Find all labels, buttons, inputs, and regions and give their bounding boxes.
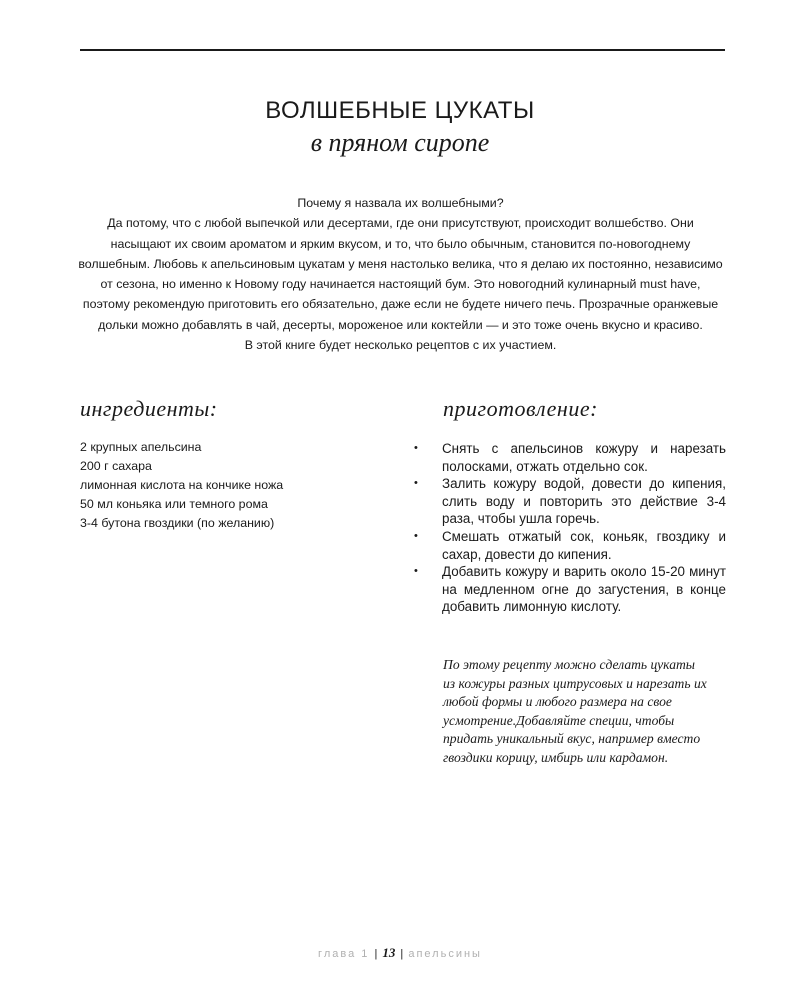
preparation-step (414, 563, 726, 616)
recipe-title: ВОЛШЕБНЫЕ ЦУКАТЫ (265, 97, 535, 124)
ingredient-item: 200 г сахара (80, 459, 152, 473)
bullet-icon: • (414, 442, 418, 454)
step-text: Смешать отжатый сок, коньяк, гвоздику и сахар, довести до кипения. (442, 528, 726, 562)
footer-separator: | (400, 948, 404, 960)
step-text: Добавить кожуру и варить около 15-20 минут на медленном огне до загустения, в конце добавить лимонную кислоту. (442, 564, 726, 615)
top-rule (80, 49, 725, 51)
ingredients-list (80, 438, 283, 533)
footer-section: апельсины (408, 948, 482, 960)
step-text: Снять с апельсинов кожуру и нарезать полосками, отжать отдельно сок. (442, 441, 726, 474)
preparation-step (414, 528, 726, 563)
intro-text (78, 193, 723, 355)
recipe-subtitle: в пряном сиропе (310, 128, 490, 157)
intro-closing: В этой книге будет несколько рецептов с их участием. (244, 338, 557, 353)
intro-question: Почему я назвала их волшебными? (297, 196, 504, 210)
ingredient-item: 50 мл коньяка или темного рома (80, 497, 268, 511)
preparation-steps (414, 440, 726, 616)
page-number: 13 (382, 945, 396, 960)
ingredient-item: 2 крупных апельсина (80, 440, 202, 454)
ingredient-item: лимонная кислота на кончике ножа (80, 478, 284, 492)
bullet-icon: • (414, 477, 418, 490)
preparation-heading: приготовление: (443, 396, 598, 421)
footer-chapter: глава 1 (318, 948, 370, 960)
recipe-note: По этому рецепту можно сделать цукаты из кожуры разных цитрусовых и нарезать их любой формы и любого размера на свое усмотрение.Добавляйте специи, чтобы придать уникальный вкус, например вместо гвоздики корицу, имбирь или кардамон. (443, 657, 707, 765)
ingredients-heading: ингредиенты: (80, 396, 218, 421)
bullet-icon: • (414, 565, 418, 578)
preparation-step (414, 440, 726, 475)
bullet-icon: • (414, 529, 418, 542)
intro-paragraph: Да потому, что с любой выпечкой или десертами, где они присутствуют, происходит волшебство. Они насыщают их своим ароматом и ярким вкусом, и то, что было обычным, становится по-новогоднему волшебным. Любовь к апельсиновым цукатам у меня настолько велика, что я делаю их постоянно, независимо от сезона, но именно к Новому году начинается настоящий бум. Это новогодний кулинарный must have, поэтому рекомендую приготовить его обязательно, даже если не будете ничего печь. Прозрачные оранжевые дольки можно добавлять в чай, десерты, мороженое или коктейли — и это тоже очень вкусно и красиво. (78, 216, 723, 332)
footer-separator: | (374, 948, 378, 960)
page-footer (0, 945, 800, 961)
ingredient-item: 3-4 бутона гвоздики (по желанию) (80, 516, 275, 530)
preparation-step (414, 475, 726, 528)
step-text: Залить кожуру водой, довести до кипения, слить воду и повторить это действие 3-4 раза, чтобы ушла горечь. (442, 476, 726, 527)
